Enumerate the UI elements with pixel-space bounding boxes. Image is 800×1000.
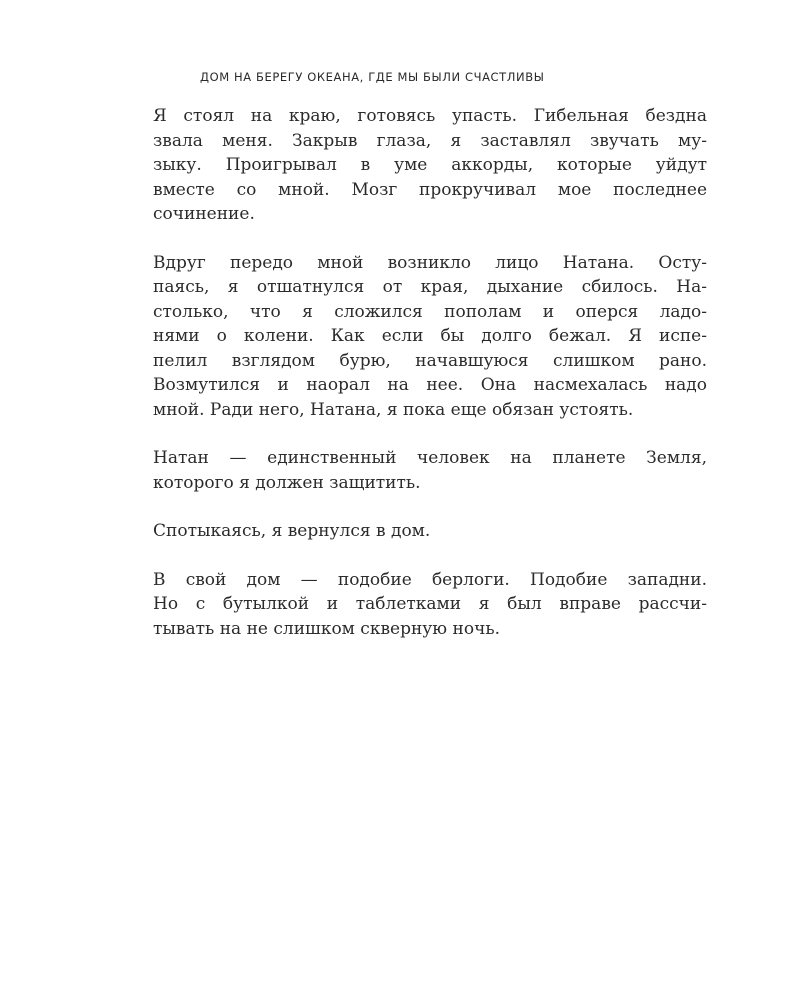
text-line: Натан — единственный человек на планете Земля, bbox=[153, 448, 707, 468]
running-head: ДОМ НА БЕРЕГУ ОКЕАНА, ГДЕ МЫ БЫЛИ СЧАСТЛИВЫ bbox=[200, 70, 545, 84]
paragraph bbox=[153, 251, 707, 423]
text-line: Возмутился и наорал на нее. Она насмехалась надо bbox=[153, 375, 707, 395]
text-line: столько, что я сложился пополам и оперся ладо- bbox=[153, 301, 707, 322]
text-line: В свой дом — подобие берлоги. Подобие западни. bbox=[153, 569, 707, 590]
text-line: тывать на не слишком скверную ночь. bbox=[153, 618, 500, 639]
paragraph bbox=[153, 446, 707, 495]
body-text bbox=[153, 104, 707, 665]
text-line: пелил взглядом бурю, начавшуюся слишком рано. bbox=[153, 350, 707, 371]
paragraph bbox=[153, 568, 707, 642]
paragraph bbox=[153, 104, 707, 227]
text-line: вместе со мной. Мозг прокручивал мое последнее bbox=[153, 179, 707, 200]
text-line: Я стоял на краю, готовясь упасть. Гибельная бездна bbox=[153, 106, 707, 126]
text-line: мной. Ради него, Натана, я пока еще обязан устоять. bbox=[153, 399, 634, 420]
text-line: звала меня. Закрыв глаза, я заставлял звучать му- bbox=[153, 130, 707, 151]
text-line: Спотыкаясь, я вернулся в дом. bbox=[153, 521, 431, 541]
text-line: зыку. Проигрывал в уме аккорды, которые уйдут bbox=[153, 155, 707, 175]
text-line: паясь, я отшатнулся от края, дыхание сбилось. На- bbox=[153, 277, 707, 297]
text-line: Вдруг передо мной возникло лицо Натана. Осту- bbox=[153, 252, 707, 273]
text-line: которого я должен защитить. bbox=[153, 472, 421, 493]
text-line: нями о колени. Как если бы долго бежал. Я испе- bbox=[153, 326, 707, 346]
paragraph bbox=[153, 519, 707, 544]
text-line: Но с бутылкой и таблетками я был вправе рассчи- bbox=[153, 594, 707, 614]
text-line: сочинение. bbox=[153, 204, 255, 224]
